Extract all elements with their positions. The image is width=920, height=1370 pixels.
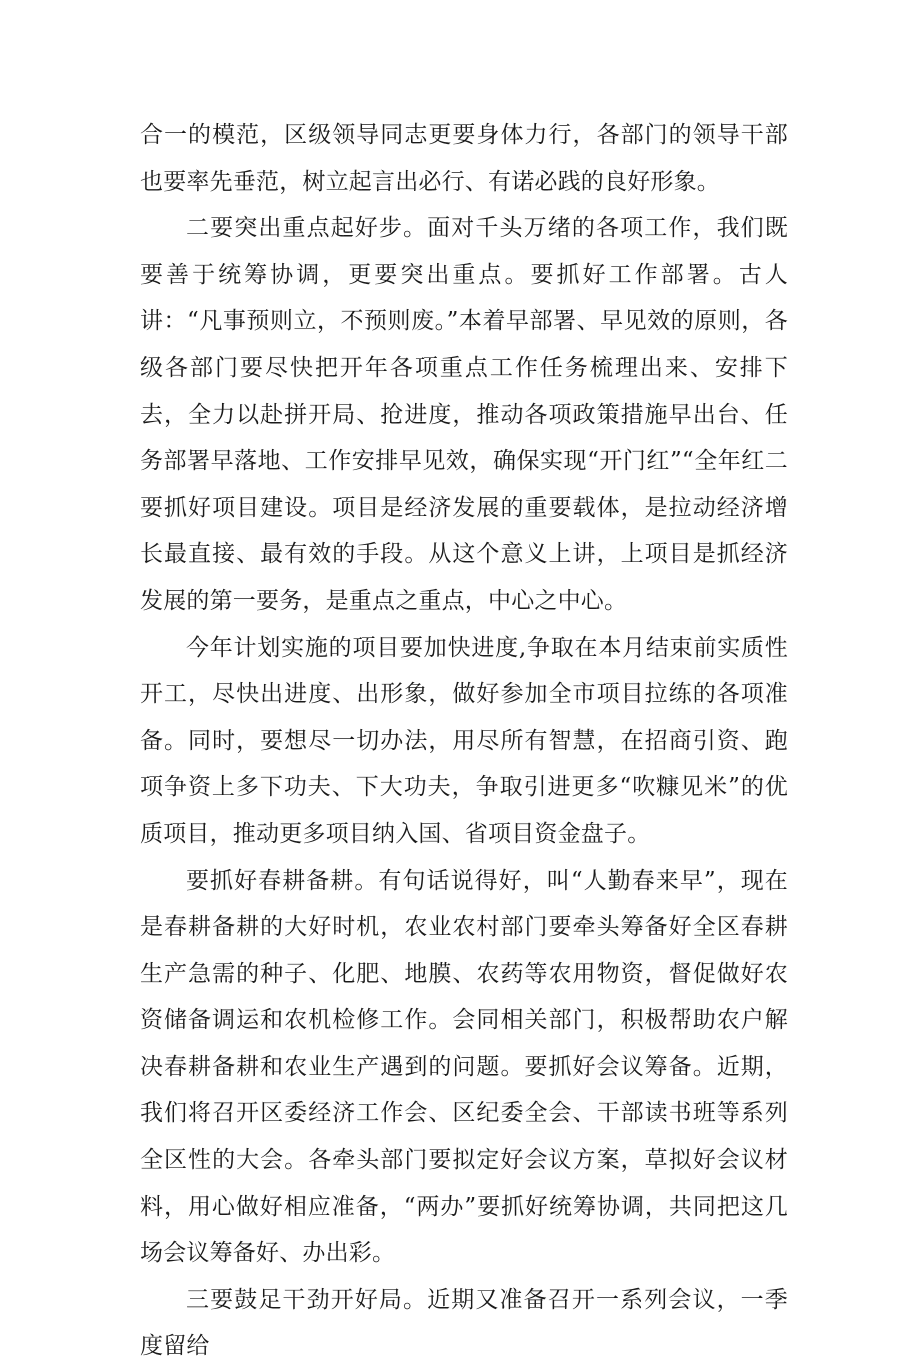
- paragraph-good-start: 三要鼓足干劲开好局。近期又准备召开一系列会议，一季度留给: [140, 1286, 788, 1360]
- document-body: [140, 112, 788, 1370]
- paragraph-project-progress: 今年计划实施的项目要加快进度,争取在本月结束前实质性开工，尽快出进度、出形象，做好参加全市项目拉练的各项准备。同时，要想尽一切办法，用尽所有智慧，在招商引资、跑项争资上多下功夫、下大功夫，争取引进更多“吹糠见米”的优质项目，推动更多项目纳入国、省项目资金盘子。: [140, 634, 788, 847]
- paragraph-spring-farming: 要抓好春耕备耕。有句话说得好，叫“人勤春来早”，现在是春耕备耕的大好时机，农业农村部门要牵头筹备好全区春耕生产急需的种子、化肥、地膜、农药等农用物资，督促做好农资储备调运和农机检修工作。会同相关部门，积极帮助农户解决春耕备耕和农业生产遇到的问题。要抓好会议筹备。近期，我们将召开区委经济工作会、区纪委全会、干部读书班等系列全区性的大会。各牵头部门要拟定好会议方案，草拟好会议材料，用心做好相应准备，“两办”要抓好统筹协调，共同把这几场会议筹备好、办出彩。: [140, 867, 788, 1267]
- paragraph-focus-priorities: 二要突出重点起好步。面对千头万绪的各项工作，我们既要善于统筹协调，更要突出重点。要抓好工作部署。古人讲：“凡事预则立，不预则废。”本着早部署、早见效的原则，各级各部门要尽快把开年各项重点工作任务梳理出来、安排下去，全力以赴拼开局、抢进度，推动各项政策措施早出台、任务部署早落地、工作安排早见效，确保实现“开门红”“全年红二要抓好项目建设。项目是经济发展的重要载体，是拉动经济增长最直接、最有效的手段。从这个意义上讲，上项目是抓经济发展的第一要务，是重点之重点，中心之中心。: [140, 215, 788, 614]
- paragraph-continued: 合一的模范，区级领导同志更要身体力行，各部门的领导干部也要率先垂范，树立起言出必行、有诺必践的良好形象。: [140, 122, 788, 195]
